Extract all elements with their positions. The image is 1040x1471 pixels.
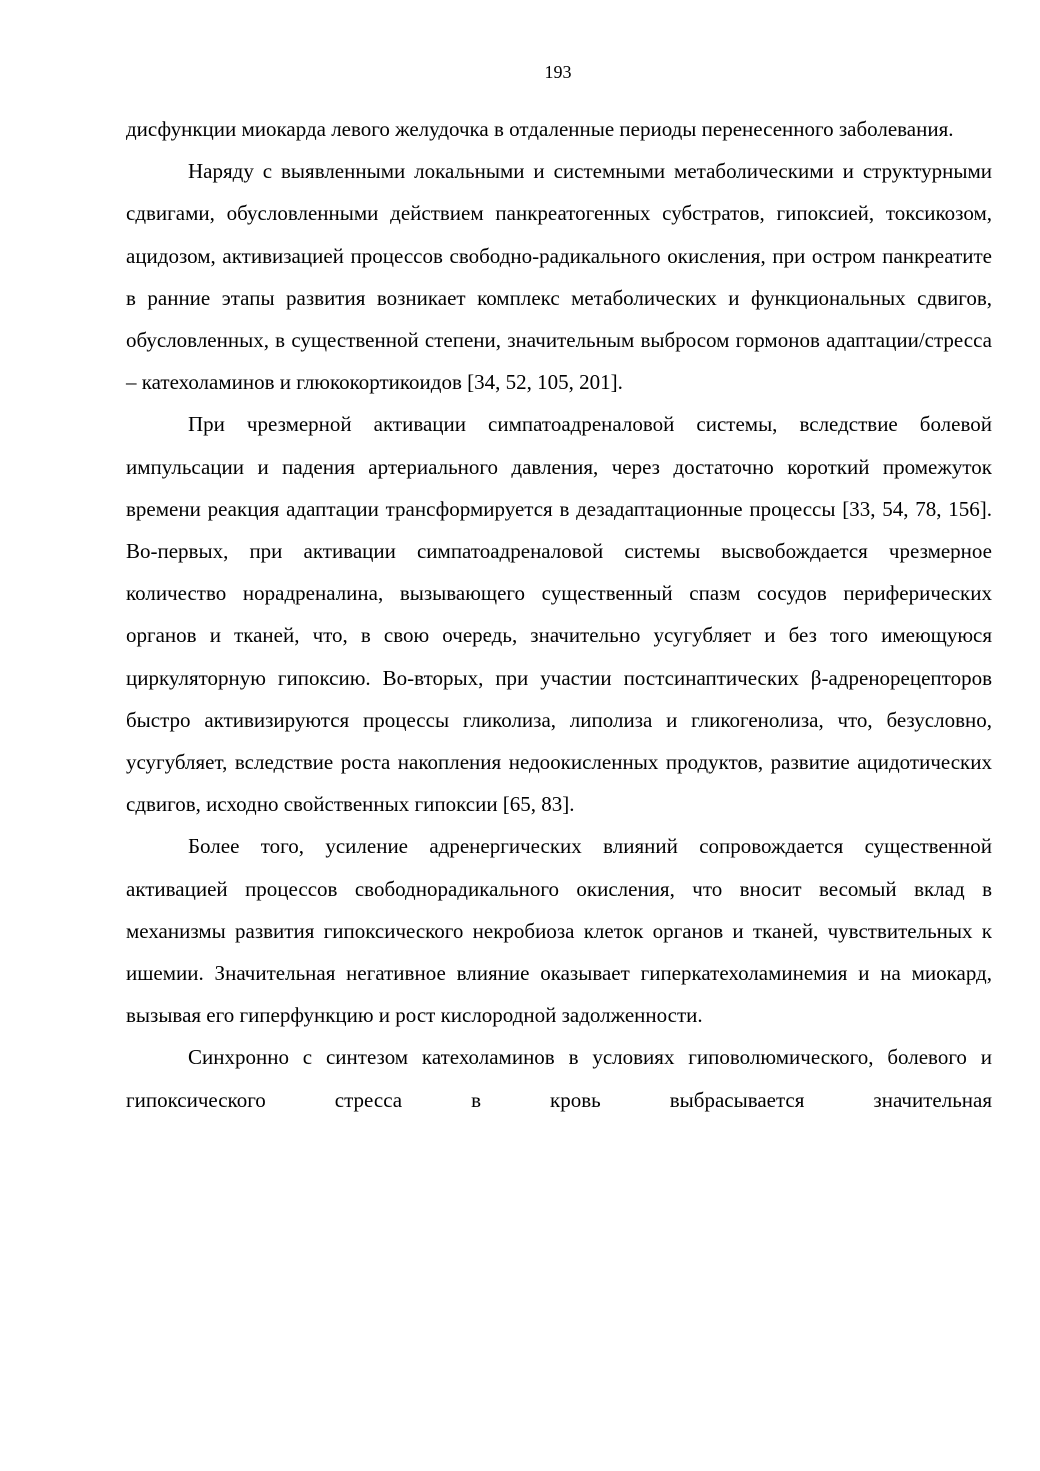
paragraph-partial: Синхронно с синтезом катехоламинов в условиях гиповолюмического, болевого и гипоксического стресса в кровь выбрасывается значительная bbox=[126, 1045, 992, 1112]
paragraph-continuation: дисфункции миокарда левого желудочка в отдаленные периоды перенесенного заболевания. bbox=[126, 117, 954, 141]
page-number: 193 bbox=[544, 62, 572, 82]
paragraph: Более того, усиление адренергических влияний сопровождается существенной активацией процессов свободнорадикального окисления, что вносит весомый вклад в механизмы развития гипоксического некробиоза клеток органов и тканей, чувствительных к ишемии. Значительная негативное влияние оказывает гиперкатехоламинемия и на миокард, вызывая его гиперфункцию и рост кислородной задолженности. bbox=[126, 834, 992, 1028]
paragraph: При чрезмерной активации симпатоадреналовой системы, вследствие болевой импульсации и падения артериального давления, через достаточно короткий промежуток времени реакция адаптации трансформируется в дезадаптационные процессы [33, 54, 78, 156]. Во-первых, при активации симпатоадреналовой системы высвобождается чрезмерное количество норадреналина, вызывающего существенный спазм сосудов периферических органов и тканей, что, в свою очередь, значительно усугубляет и без того имеющуюся циркуляторную гипоксию. Во-вторых, при участии постсинаптических β-адренорецепторов быстро активизируются процессы гликолиза, липолиза и гликогенолиза, что, безусловно, усугубляет, вследствие роста накопления недоокисленных продуктов, развитие ацидотических сдвигов, исходно свойственных гипоксии [65, 83]. bbox=[126, 412, 992, 817]
body-text bbox=[126, 108, 992, 1121]
paragraph: Наряду с выявленными локальными и системными метаболическими и структурными сдвигами, обусловленными действием панкреатогенных субстратов, гипоксией, токсикозом, ацидозом, активизацией процессов свободно-радикального окисления, при остром панкреатите в ранние этапы развития возникает комплекс метаболических и функциональных сдвигов, обусловленных, в существенной степени, значительным выбросом гормонов адаптации/стресса – катехоламинов и глюкокортикоидов [34, 52, 105, 201]. bbox=[126, 159, 992, 395]
